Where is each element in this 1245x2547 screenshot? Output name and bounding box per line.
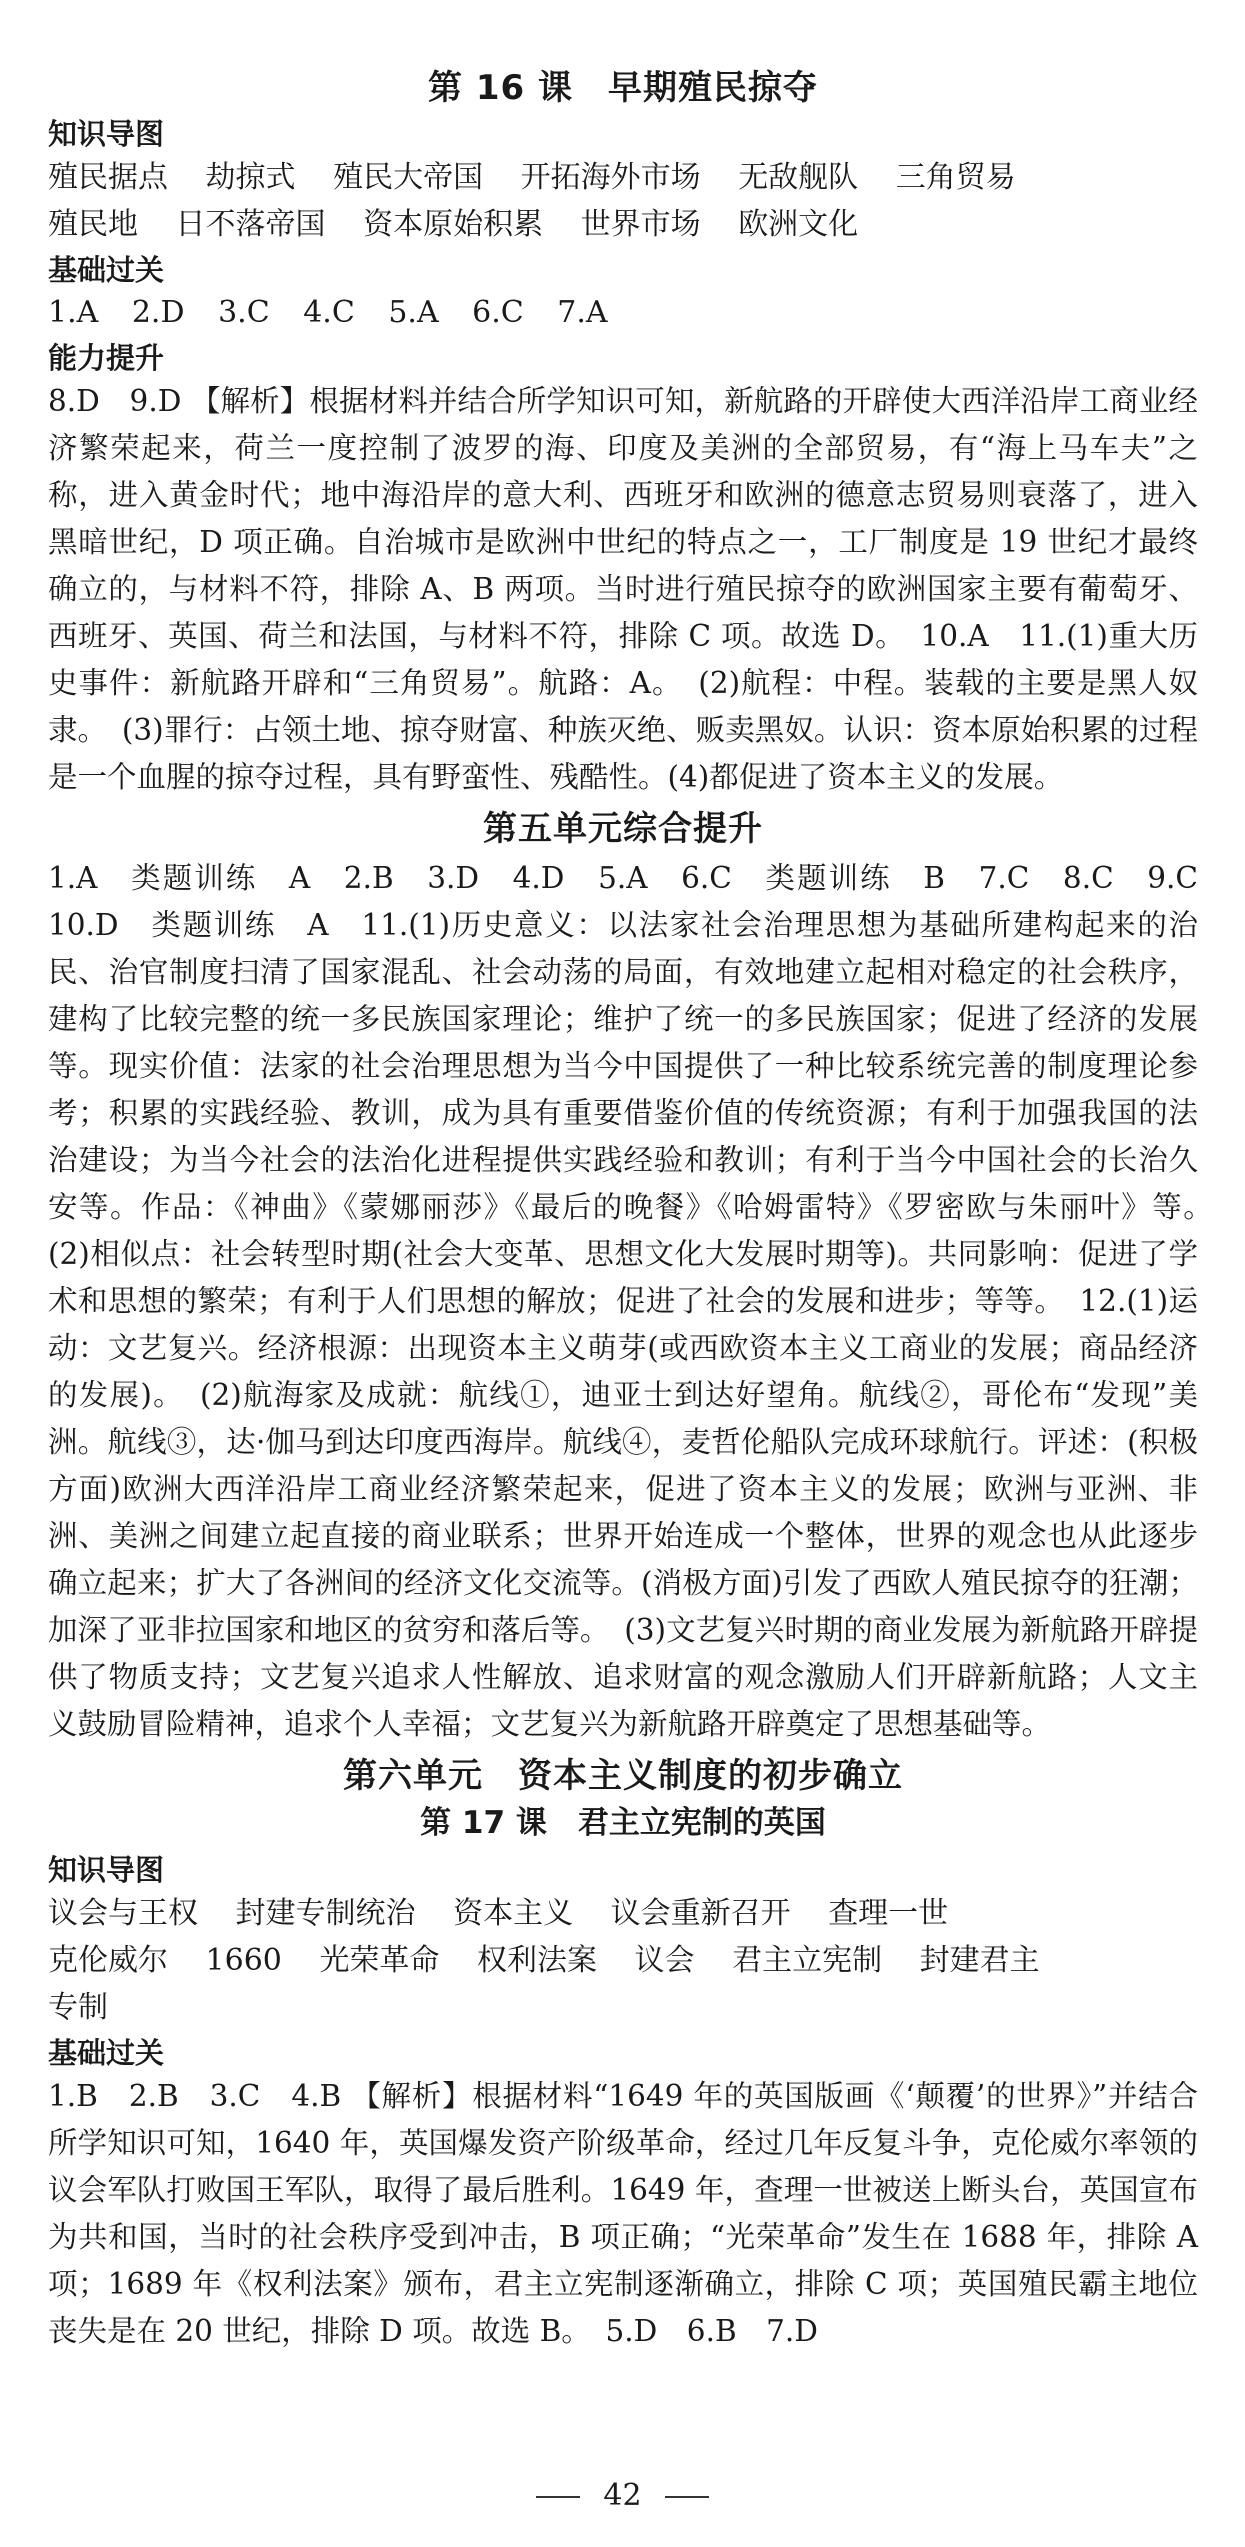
answer-item: 6.C <box>472 295 524 330</box>
answer-item: 3.C <box>218 295 270 330</box>
term: 查理一世 <box>828 1896 949 1931</box>
term: 权利法案 <box>477 1943 597 1978</box>
lesson17-terms-line1 <box>48 1890 1198 1937</box>
lesson17-knowledge-map-label: 知识导图 <box>48 1853 165 1887</box>
term: 克伦威尔 <box>48 1943 168 1978</box>
term: 议会与王权 <box>48 1896 198 1931</box>
page-number: 42 <box>603 2478 642 2513</box>
lesson16-terms-line1 <box>48 154 1198 201</box>
term: 议会 <box>634 1943 695 1978</box>
unit5-text: 1.A 类题训练 A 2.B 3.D 4.D 5.A 6.C 类题训练 B 7.C 8.C 9.C 10.D 类题训练 A 11.(1)历史意义：以法家社会治理思想为基础所建构起来的治民、治官制度扫清了国家混乱、社会动荡的局面，有效地建立起相对稳定的社会秩序，建构了比较完整的统一多民族国家理论；维护了统一的多民族国家；促进了经济的发展等。现实价值：法家的社会治理思想为当今中国提供了一种比较系统完善的制度理论参考；积累的实践经验、教训，成为具有重要借鉴价值的传统资源；有利于加强我国的法治建设；为当今社会的法治化进程提供实践经验和教训；有利于当今中国社会的长治久安等。作品：《神曲》《蒙娜丽莎》《最后的晚餐》《哈姆雷特》《罗密欧与朱丽叶》等。 (2)相似点：社会转型时期(社会大变革、思想文化大发展时期等)。共同影响：促进了学术和思想的繁荣；有利于人们思想的解放；促进了社会的发展和进步；等等。 12.(1)运动：文艺复兴。经济根源：出现资本主义萌芽(或西欧资本主义工商业的发展；商品经济的发展)。 (2)航海家及成就：航线①，迪亚士到达好望角。航线②，哥伦布“发现”美洲。航线③，达·伽马到达印度西海岸。航线④，麦哲伦船队完成环球航行。评述：(积极方面)欧洲大西洋沿岸工商业经济繁荣起来，促进了资本主义的发展；欧洲与亚洲、非洲、美洲之间建立起直接的商业联系；世界开始连成一个整体，世界的观念也从此逐步确立起来；扩大了各洲间的经济文化交流等。(消极方面)引发了西欧人殖民掠夺的狂潮；加深了亚非拉国家和地区的贫穷和落后等。 (3)文艺复兴时期的商业发展为新航路开辟提供了物质支持；文艺复兴追求人性解放、追求财富的观念激励人们开辟新航路；人文主义鼓励冒险精神，追求个人幸福；文艺复兴为新航路开辟奠定了思想基础等。 <box>48 861 1228 1741</box>
lesson17-basic-text: 1.B 2.B 3.C 4.B 【解析】根据材料“1649 年的英国版画《‘颠覆’的世界》”并结合所学知识可知，1640 年，英国爆发资产阶级革命，经过几年反复斗争，克伦威尔率领的议会军队打败国王军队，取得了最后胜利。1649 年，查理一世被送上断头台，英国宣布为共和国，当时的社会秩序受到冲击，B 项正确；“光荣革命”发生在 1688 年，排除 A 项；1689 年《权利法案》颁布，君主立宪制逐渐确立，排除 C 项；英国殖民霸主地位丧失是在 20 世纪，排除 D 项。故选 B。 5.D 6.B 7.D <box>48 2079 1198 2348</box>
footer-dash-right <box>665 2496 709 2498</box>
answer-item: 2.D <box>131 295 185 330</box>
term: 劫掠式 <box>205 160 296 195</box>
term: 光荣革命 <box>319 1943 440 1978</box>
term: 殖民据点 <box>48 160 168 195</box>
unit5-title: 第五单元综合提升 <box>483 809 763 849</box>
lesson17-terms-line2 <box>48 1937 1198 1984</box>
term: 1660 <box>205 1943 282 1978</box>
footer-dash-left <box>536 2496 580 2498</box>
lesson16-ability-text: 8.D 9.D 【解析】根据材料并结合所学知识可知，新航路的开辟使大西洋沿岸工商业经济繁荣起来，荷兰一度控制了波罗的海、印度及美洲的全部贸易，有“海上马车夫”之称，进入黄金时代；地中海沿岸的意大利、西班牙和欧洲的德意志贸易则衰落了，进入黑暗世纪，D 项正确。自治城市是欧洲中世纪的特点之一，工厂制度是 19 世纪才最终确立的，与材料不符，排除 A、B 两项。当时进行殖民掠夺的欧洲国家主要有葡萄牙、西班牙、英国、荷兰和法国，与材料不符，排除 C 项。故选 D。 10.A 11.(1)重大历史事件：新航路开辟和“三角贸易”。航路：A。 (2)航程：中程。装载的主要是黑人奴隶。 (3)罪行：占领土地、掠夺财富、种族灭绝、贩卖黑奴。认识：资本原始积累的过程是一个血腥的掠夺过程，具有野蛮性、残酷性。(4)都促进了资本主义的发展。 <box>48 384 1198 794</box>
term: 封建君主 <box>919 1943 1040 1978</box>
term: 专制 <box>48 1990 108 2025</box>
term: 三角贸易 <box>895 160 1016 195</box>
term: 欧洲文化 <box>738 207 859 242</box>
lesson16-basic-answers <box>48 290 1198 336</box>
term: 日不落帝国 <box>175 207 326 242</box>
lesson16-knowledge-map-label: 知识导图 <box>48 117 165 151</box>
page-footer <box>0 2476 1245 2516</box>
answer-item: 7.A <box>557 295 608 330</box>
lesson16-title: 第 16 课 早期殖民掠夺 <box>428 68 818 108</box>
term: 无敌舰队 <box>738 160 859 195</box>
lesson17-terms-line3 <box>48 1984 1198 2031</box>
term: 开拓海外市场 <box>520 160 701 195</box>
answer-item: 4.C <box>303 295 355 330</box>
answer-page <box>48 60 1228 2355</box>
term: 封建专制统治 <box>235 1896 416 1931</box>
term: 殖民地 <box>48 207 138 242</box>
term: 资本主义 <box>453 1896 574 1931</box>
unit6-title: 第六单元 资本主义制度的初步确立 <box>343 1756 903 1796</box>
lesson16-terms-line2 <box>48 201 1198 248</box>
lesson17-title: 第 17 课 君主立宪制的英国 <box>420 1805 826 1841</box>
answer-item: 1.A <box>48 295 99 330</box>
lesson16-ability-label: 能力提升 <box>48 341 165 375</box>
answer-item: 5.A <box>388 295 439 330</box>
term: 资本原始积累 <box>363 207 544 242</box>
term: 世界市场 <box>580 207 701 242</box>
term: 殖民大帝国 <box>333 160 484 195</box>
term: 君主立宪制 <box>732 1943 883 1978</box>
lesson17-basic-label: 基础过关 <box>48 2036 165 2070</box>
lesson16-basic-label: 基础过关 <box>48 253 165 287</box>
term: 议会重新召开 <box>610 1896 791 1931</box>
